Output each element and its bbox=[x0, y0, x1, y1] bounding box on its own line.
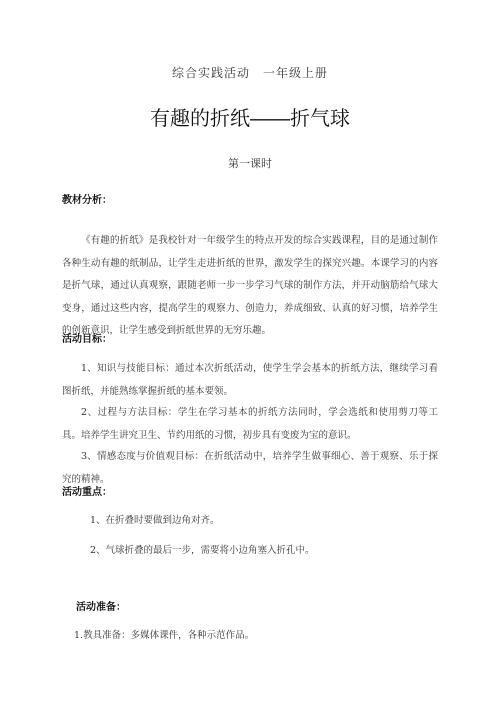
prep-heading: 活动准备： bbox=[76, 602, 126, 613]
goals-heading: 活动目标： bbox=[62, 334, 112, 345]
analysis-heading: 教材分析： bbox=[62, 195, 112, 206]
document-subtitle: 综合实践活动 一年级上册 bbox=[171, 66, 328, 80]
goal-item-1: 1、知识与技能目标：通过本次折纸活动，使学生学会基本的折纸方法，继续学习看图折纸，并能熟练掌握折纸的基本要领。 bbox=[62, 363, 438, 397]
document-title: 有趣的折纸——折气球 bbox=[150, 108, 350, 130]
analysis-paragraph: 《有趣的折纸》是我校针对一年级学生的特点开发的综合实践课程，目的是通过制作各种生动有趣的纸制品，让学生走进折纸的世界，激发学生的探究兴趣。本课学习的内容是折气球，通过认真观察，跟随老师一步一步学习气球的制作方法，并开动脑筋给气球大变身，通过这些内容，提高学生的观察力、创造力，养成细致、认真的好习惯，培养学生的创新意识，让学生感受到折纸世界的无穷乐趣。 bbox=[62, 235, 438, 336]
focus-item-2: 2、气球折叠的最后一步，需要将小边角塞入折孔中。 bbox=[90, 545, 315, 556]
lesson-label: 第一课时 bbox=[228, 157, 272, 170]
focus-item-1: 1、在折叠时要做到边角对齐。 bbox=[90, 515, 220, 526]
goal-item-2: 2、过程与方法目标：学生在学习基本的折纸方法同时，学会选纸和使用剪刀等工具。培养学生讲究卫生、节约用纸的习惯，初步具有变废为宝的意识。 bbox=[62, 407, 438, 441]
focus-heading: 活动重点： bbox=[62, 487, 112, 498]
prep-item-1: 1.教具准备：多媒体课件，各种示范作品。 bbox=[74, 630, 255, 641]
goal-item-3: 3、情感态度与价值观目标：在折纸活动中，培养学生做事细心、善于观察、乐于探究的精神。 bbox=[62, 451, 438, 485]
